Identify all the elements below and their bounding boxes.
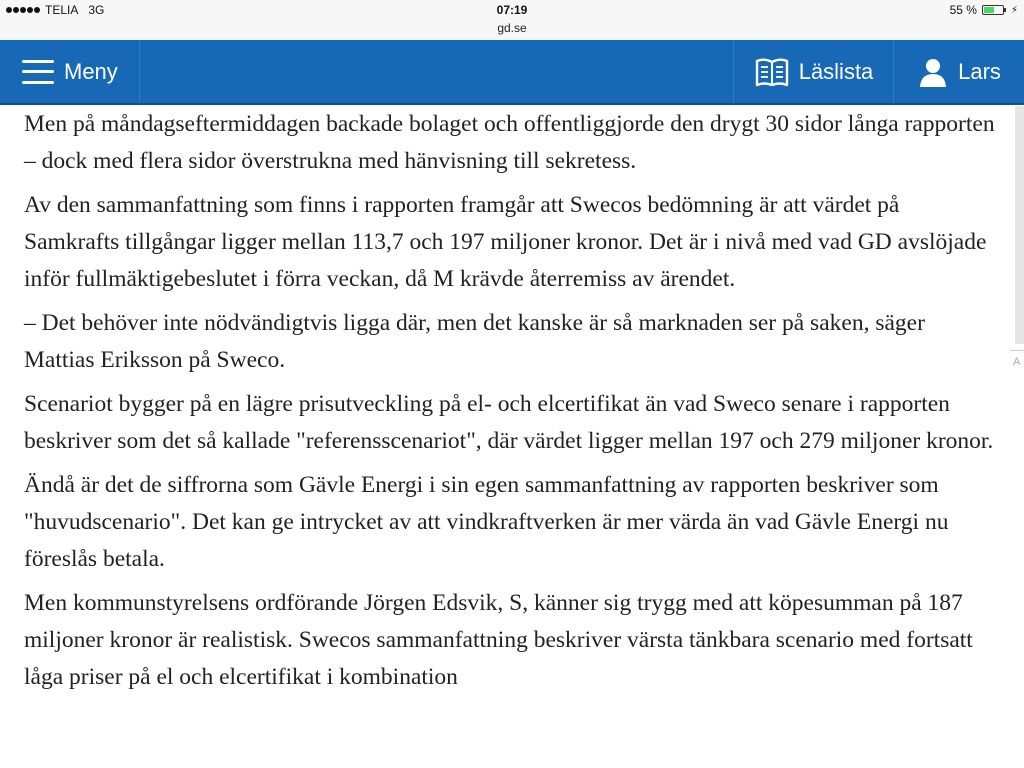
charging-icon: ⚡︎ — [1010, 4, 1018, 16]
battery-icon — [982, 5, 1004, 15]
reading-list-label: Läslista — [798, 58, 874, 84]
network-type: 3G — [88, 3, 105, 17]
battery-percent: 55 % — [949, 3, 977, 17]
article-paragraph: Men på måndagseftermiddagen backade bolaget och offentliggjorde den drygt 30 sidor långa rapporten – dock med flera sidor överstrukna med hänvisning till sekretess. — [24, 111, 995, 174]
article-paragraph: Scenariot bygger på en lägre prisutveckling på el- och elcertifikat än vad Sweco senare i rapporten beskriver som det så kallade "referensscenariot", där värdet ligger mellan 197 och 279 miljoner kronor. — [24, 391, 994, 454]
divider — [1010, 350, 1024, 351]
user-account-button[interactable] — [893, 40, 1024, 103]
article-paragraph: – Det behöver inte nödvändigtvis ligga där, men det kanske är så marknaden ser på saken, säger Mattias Eriksson på Sweco. — [24, 310, 925, 373]
scroll-indicator[interactable] — [1015, 106, 1024, 344]
carrier-name: TELIA — [45, 3, 79, 17]
user-icon — [918, 57, 948, 87]
user-name: Lars — [958, 58, 1001, 84]
article-paragraph: Men kommunstyrelsens ordförande Jörgen Edsvik, S, känner sig trygg med att köpesumman på 187 miljoner kronor är realistisk. Swecos sammanfattning beskriver värsta tänkbara scenario med fortsatt låga priser på el och elcertifikat i kombination — [24, 590, 973, 690]
hamburger-icon — [22, 60, 54, 84]
menu-button[interactable] — [0, 40, 140, 103]
article-paragraph: Av den sammanfattning som finns i rapporten framgår att Swecos bedömning är att värdet på Samkrafts tillgångar ligger mellan 113,7 och 197 miljoner kronor. Det är i nivå med vad GD avslöjade inför fullmäktigebeslutet i förra veckan, då M krävde återremiss av ärendet. — [24, 192, 987, 292]
battery-level-fill — [984, 7, 994, 13]
article-body — [24, 106, 999, 703]
status-time: 07:19 — [496, 3, 528, 17]
menu-label: Meny — [64, 58, 118, 84]
reading-list-button[interactable] — [733, 40, 894, 103]
ad-label: A — [1013, 356, 1021, 368]
address-url[interactable]: gd.se — [497, 21, 527, 35]
article-paragraph: Ändå är det de siffrorna som Gävle Energi i sin egen sammanfattning av rapporten beskriver som "huvudscenario". Det kan ge intrycket av att vindkraftverken är mer värda än vad Gävle Energi nu föreslås betala. — [24, 472, 949, 572]
status-bar — [0, 0, 1024, 40]
site-header — [0, 40, 1024, 105]
book-icon — [755, 57, 789, 87]
status-right — [950, 3, 1018, 17]
